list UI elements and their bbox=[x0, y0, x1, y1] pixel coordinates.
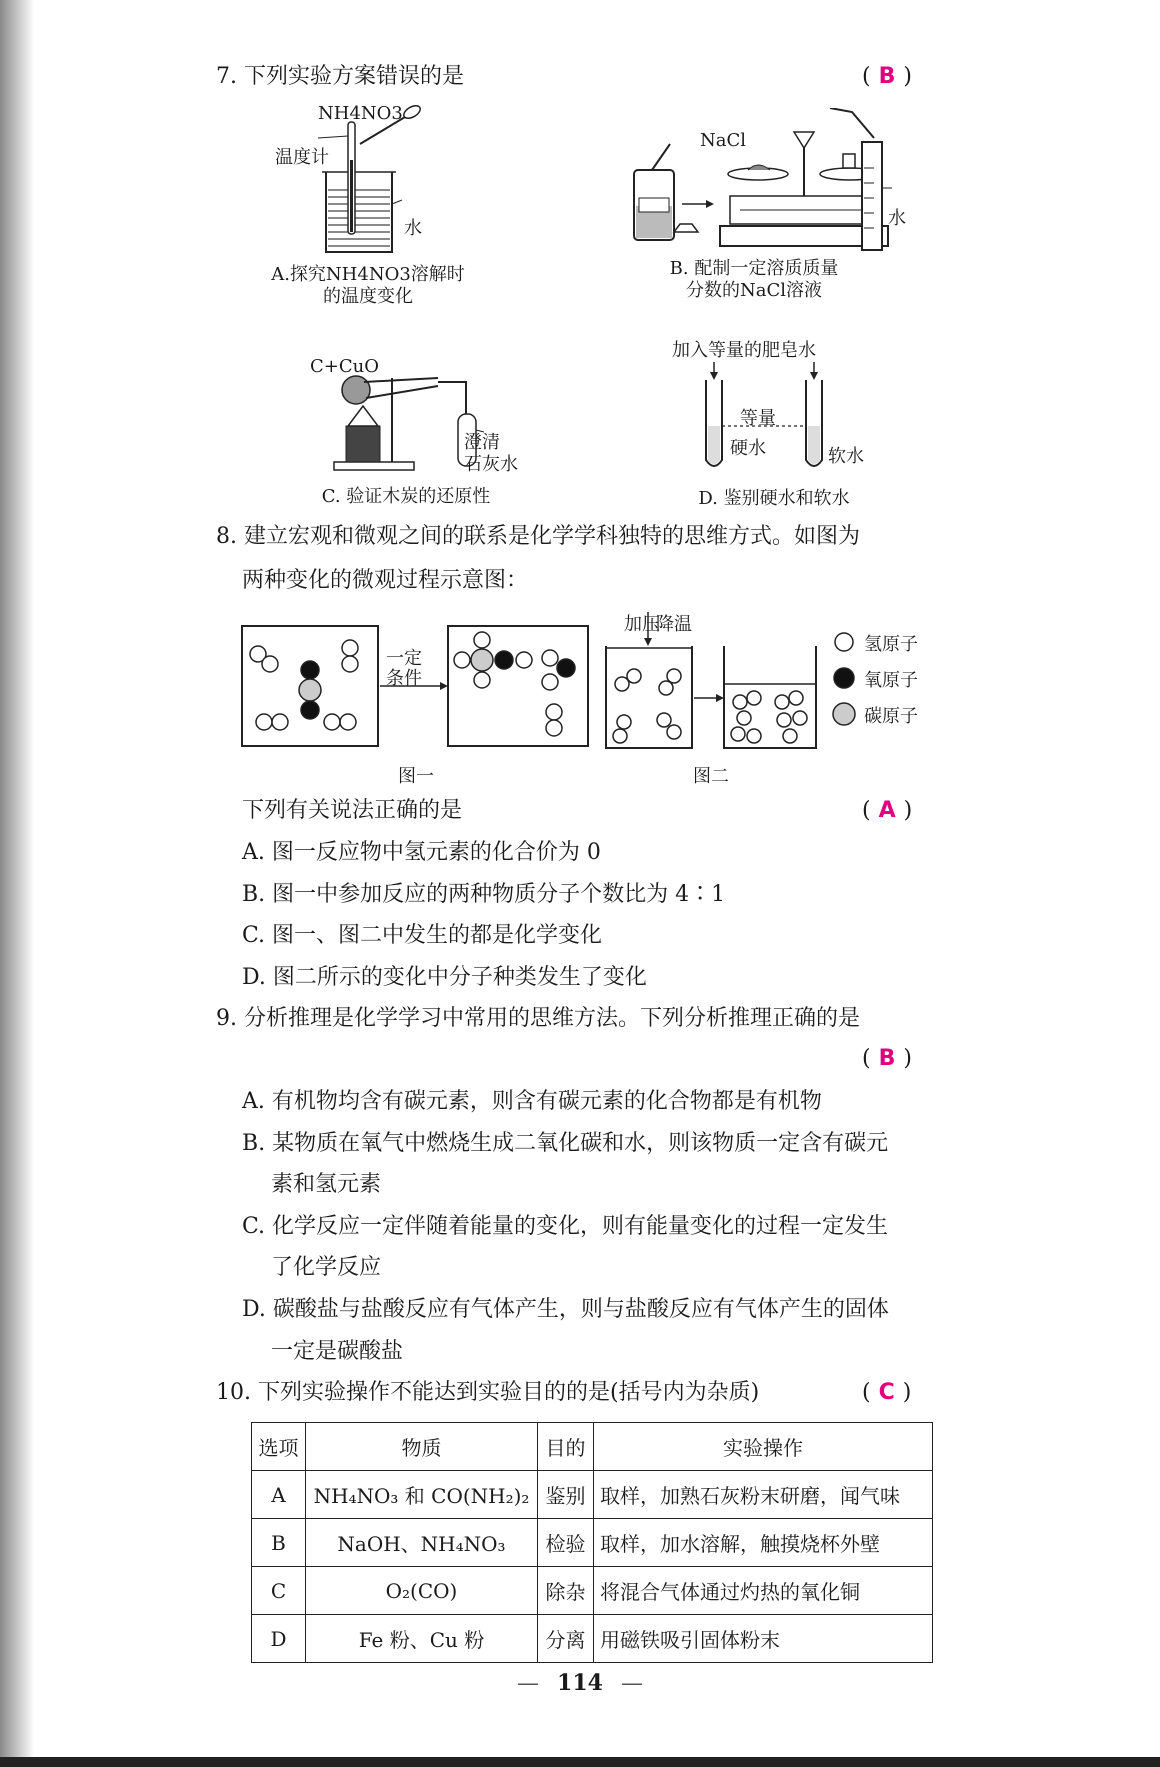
fig1-arrow-label2: 条件 bbox=[386, 668, 422, 689]
q8-stem-line2: 两种变化的微观过程示意图： bbox=[242, 568, 529, 593]
table-row bbox=[252, 1567, 933, 1615]
q9-answer-letter: B bbox=[878, 1046, 896, 1071]
header-substance: 物质 bbox=[306, 1423, 538, 1471]
q8-option-c: C. 图一、图二中发生的都是化学变化 bbox=[242, 923, 603, 948]
q8-option-a: A. 图一反应物中氢元素的化合价为 0 bbox=[242, 840, 601, 865]
fig2-caption: 图二 bbox=[693, 766, 729, 787]
atom-legend-icons bbox=[832, 630, 856, 730]
q7c-limewater-label2: 石灰水 bbox=[464, 454, 518, 475]
header-purpose: 目的 bbox=[538, 1423, 594, 1471]
row-option: A bbox=[252, 1471, 306, 1519]
q8-answer-letter: A bbox=[878, 798, 896, 823]
q9-option-b-line2: 素和氢元素 bbox=[271, 1172, 382, 1197]
graduated-cylinder-icon bbox=[862, 142, 882, 250]
row-substance: NaOH、NH₄NO₃ bbox=[306, 1519, 538, 1567]
q7c-caption: C. 验证木炭的还原性 bbox=[321, 486, 491, 507]
q9-answer: ( B ) bbox=[862, 1046, 912, 1071]
q7b-caption bbox=[644, 258, 864, 302]
fig1-after-box bbox=[448, 626, 588, 746]
q7a-caption-line1: A.探究NH4NO3溶解时 bbox=[271, 264, 465, 285]
fig2-before-molecules bbox=[613, 669, 681, 743]
q10-answer: ( C ) bbox=[862, 1380, 912, 1405]
legend-oxygen: 氧原子 bbox=[864, 670, 918, 691]
row-operation: 将混合气体通过灼热的氧化铜 bbox=[594, 1567, 933, 1615]
q7b-caption-line1: B. 配制一定溶质质量 bbox=[669, 258, 839, 279]
q7-answer-letter: B bbox=[878, 64, 896, 89]
q7-figure-b bbox=[630, 108, 920, 258]
q9-option-d-line2: 一定是碳酸盐 bbox=[271, 1339, 404, 1364]
oxygen-atom-icon bbox=[834, 668, 854, 688]
q10-stem: 10. 下列实验操作不能达到实验目的的是(括号内为杂质) bbox=[216, 1380, 760, 1405]
q8-stem-line1: 8. 建立宏观和微观之间的联系是化学学科独特的思维方式。如图为 bbox=[216, 524, 860, 549]
q7b-caption-line2: 分数的NaCl溶液 bbox=[685, 280, 822, 301]
q9-option-d-line1: D. 碳酸盐与盐酸反应有气体产生，则与盐酸反应有气体产生的固体 bbox=[242, 1297, 889, 1322]
q7d-equal-label: 等量 bbox=[740, 408, 776, 429]
fig1-caption: 图一 bbox=[398, 766, 434, 787]
q8-option-b: B. 图一中参加反应的两种物质分子个数比为 4∶1 bbox=[242, 882, 726, 907]
page-number-value: 114 bbox=[557, 1670, 603, 1696]
header-operation: 实验操作 bbox=[594, 1423, 933, 1471]
hydrogen-atom-icon bbox=[835, 633, 853, 651]
page-binding-shadow bbox=[0, 0, 34, 1767]
table-row bbox=[252, 1615, 933, 1663]
row-operation: 取样，加熟石灰粉末研磨，闻气味 bbox=[594, 1471, 933, 1519]
row-operation: 用磁铁吸引固体粉末 bbox=[594, 1615, 933, 1663]
q7d-top-label: 加入等量的肥皂水 bbox=[672, 340, 816, 361]
row-purpose: 检验 bbox=[538, 1519, 594, 1567]
page-number: — 114 — bbox=[517, 1670, 643, 1696]
row-option: D bbox=[252, 1615, 306, 1663]
bottom-edge-bar bbox=[0, 1757, 1160, 1767]
q9-stem: 9. 分析推理是化学学习中常用的思维方法。下列分析推理正确的是 bbox=[216, 1006, 860, 1031]
q9-option-a: A. 有机物均含有碳元素，则含有碳元素的化合物都是有机物 bbox=[242, 1089, 822, 1114]
fig1-arrow-label1: 一定 bbox=[386, 648, 422, 669]
q7a-formula: NH4NO3 bbox=[318, 103, 403, 124]
fig2-after-molecules bbox=[731, 691, 807, 743]
table-row bbox=[252, 1519, 933, 1567]
q7-figure-c bbox=[326, 370, 556, 475]
row-substance: NH₄NO₃ 和 CO(NH₂)₂ bbox=[306, 1471, 538, 1519]
q7b-nacl-label: NaCl bbox=[700, 130, 747, 151]
water-lines bbox=[328, 190, 390, 246]
q7-figure-a bbox=[260, 100, 460, 260]
table-header-row bbox=[252, 1423, 933, 1471]
q10-answer-letter: C bbox=[878, 1380, 895, 1405]
q7d-caption: D. 鉴别硬水和软水 bbox=[698, 488, 850, 509]
q7c-reactants-label: C+CuO bbox=[310, 356, 379, 377]
carbon-atom-icon bbox=[833, 703, 855, 725]
row-option: C bbox=[252, 1567, 306, 1615]
fig2-label-pressurize: 加压 bbox=[624, 614, 660, 635]
test-tube-icon bbox=[342, 376, 370, 404]
q7d-hard-label: 硬水 bbox=[730, 438, 766, 459]
q7-answer: ( B ) bbox=[862, 64, 912, 89]
q7a-caption-line2: 的温度变化 bbox=[323, 286, 413, 307]
row-substance: Fe 粉、Cu 粉 bbox=[306, 1615, 538, 1663]
legend-carbon: 碳原子 bbox=[864, 706, 918, 727]
q8-option-d: D. 图二所示的变化中分子种类发生了变化 bbox=[242, 965, 647, 990]
row-operation: 取样，加水溶解，触摸烧杯外壁 bbox=[594, 1519, 933, 1567]
q10-operations-table bbox=[251, 1422, 933, 1663]
table-row bbox=[252, 1471, 933, 1519]
legend-hydrogen: 氢原子 bbox=[864, 634, 918, 655]
q9-option-c-line1: C. 化学反应一定伴随着能量的变化，则有能量变化的过程一定发生 bbox=[242, 1214, 889, 1239]
header-option: 选项 bbox=[252, 1423, 306, 1471]
q7-stem: 7. 下列实验方案错误的是 bbox=[216, 64, 464, 89]
q7a-water-label: 水 bbox=[404, 218, 422, 239]
row-purpose: 除杂 bbox=[538, 1567, 594, 1615]
row-substance: O₂(CO) bbox=[306, 1567, 538, 1615]
q7a-caption bbox=[258, 264, 478, 308]
q8-prompt: 下列有关说法正确的是 bbox=[242, 798, 463, 823]
q9-option-c-line2: 了化学反应 bbox=[271, 1255, 382, 1280]
q7c-limewater-label1: 澄清 bbox=[464, 432, 500, 453]
alcohol-lamp-icon bbox=[346, 426, 380, 462]
row-purpose: 鉴别 bbox=[538, 1471, 594, 1519]
row-option: B bbox=[252, 1519, 306, 1567]
q7a-thermometer-label: 温度计 bbox=[275, 147, 329, 168]
q9-option-b-line1: B. 某物质在氧气中燃烧生成二氧化碳和水，则该物质一定含有碳元 bbox=[242, 1131, 889, 1156]
fig2-label-cool: 降温 bbox=[656, 614, 692, 635]
row-purpose: 分离 bbox=[538, 1615, 594, 1663]
q7b-water-label: 水 bbox=[888, 208, 906, 229]
q7d-soft-label: 软水 bbox=[828, 446, 864, 467]
q8-answer: ( A ) bbox=[862, 798, 913, 823]
